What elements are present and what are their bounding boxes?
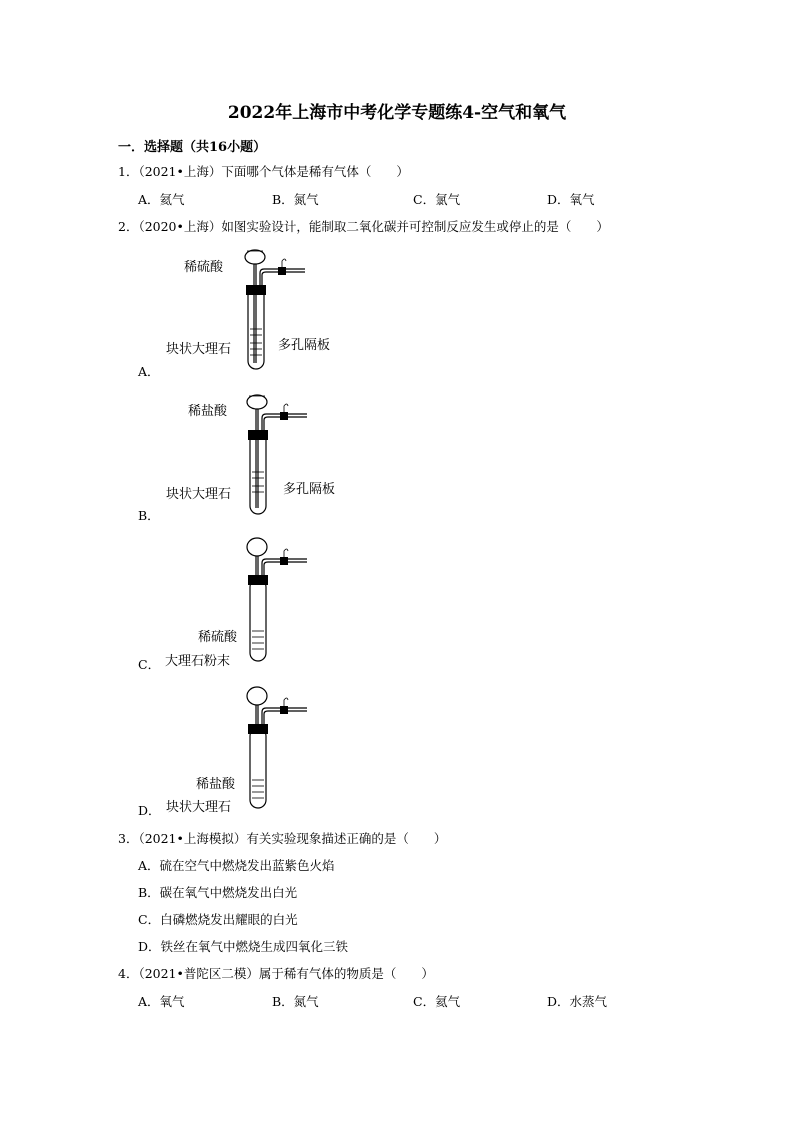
apparatus-c-bottom-label: 大理石粉末 xyxy=(165,654,231,669)
apparatus-a-diagram xyxy=(240,245,320,375)
question-2-option-c[interactable]: C． xyxy=(138,657,161,672)
question-2-option-b[interactable]: B． xyxy=(138,508,160,523)
apparatus-b-right-label: 多孔隔板 xyxy=(283,482,336,497)
question-2-option-a[interactable]: A． xyxy=(138,364,160,379)
question-1-option-c[interactable]: C．氯气 xyxy=(413,192,461,207)
apparatus-a-bottom-label: 块状大理石 xyxy=(166,342,232,357)
question-1-option-d[interactable]: D．氧气 xyxy=(547,192,595,207)
question-4-option-d[interactable]: D．水蒸气 xyxy=(547,994,608,1009)
apparatus-b-top-label: 稀盐酸 xyxy=(188,404,228,419)
apparatus-d-top-label: 稀盐酸 xyxy=(196,777,236,792)
section-heading: 一．选择题（共16小题） xyxy=(118,140,267,155)
question-4-option-a[interactable]: A．氧气 xyxy=(138,994,185,1009)
apparatus-a-right-label: 多孔隔板 xyxy=(278,338,331,353)
question-2-stem: 2．（2020•上海）如图实验设计，能制取二氧化碳并可控制反应发生或停止的是（ ） xyxy=(118,219,609,234)
question-3-option-d[interactable]: D．铁丝在氧气中燃烧生成四氧化三铁 xyxy=(138,939,349,954)
apparatus-b-bottom-label: 块状大理石 xyxy=(166,487,232,502)
question-2-option-d[interactable]: D． xyxy=(138,803,161,818)
apparatus-d-diagram xyxy=(242,684,322,814)
question-4-option-c[interactable]: C．氦气 xyxy=(413,994,461,1009)
question-1-option-a[interactable]: A．氦气 xyxy=(138,192,185,207)
question-3-stem: 3．（2021•上海模拟）有关实验现象描述正确的是（ ） xyxy=(118,831,447,846)
question-3-option-a[interactable]: A．硫在空气中燃烧发出蓝紫色火焰 xyxy=(138,858,335,873)
question-3-option-b[interactable]: B．碳在氧气中燃烧发出白光 xyxy=(138,885,298,900)
question-4-option-b[interactable]: B．氮气 xyxy=(272,994,319,1009)
apparatus-c-diagram xyxy=(242,535,322,665)
question-1-option-b[interactable]: B．氮气 xyxy=(272,192,319,207)
apparatus-a-top-label: 稀硫酸 xyxy=(184,260,224,275)
question-1-stem: 1．（2021•上海）下面哪个气体是稀有气体（ ） xyxy=(118,164,409,179)
apparatus-b-diagram xyxy=(242,390,322,520)
document-title: 2022年上海市中考化学专题练4-空气和氧气 xyxy=(227,103,567,123)
apparatus-d-bottom-label: 块状大理石 xyxy=(166,800,232,815)
apparatus-c-top-label: 稀硫酸 xyxy=(198,630,238,645)
question-3-option-c[interactable]: C．白磷燃烧发出耀眼的白光 xyxy=(138,912,298,927)
question-4-stem: 4．（2021•普陀区二模）属于稀有气体的物质是（ ） xyxy=(118,966,434,981)
